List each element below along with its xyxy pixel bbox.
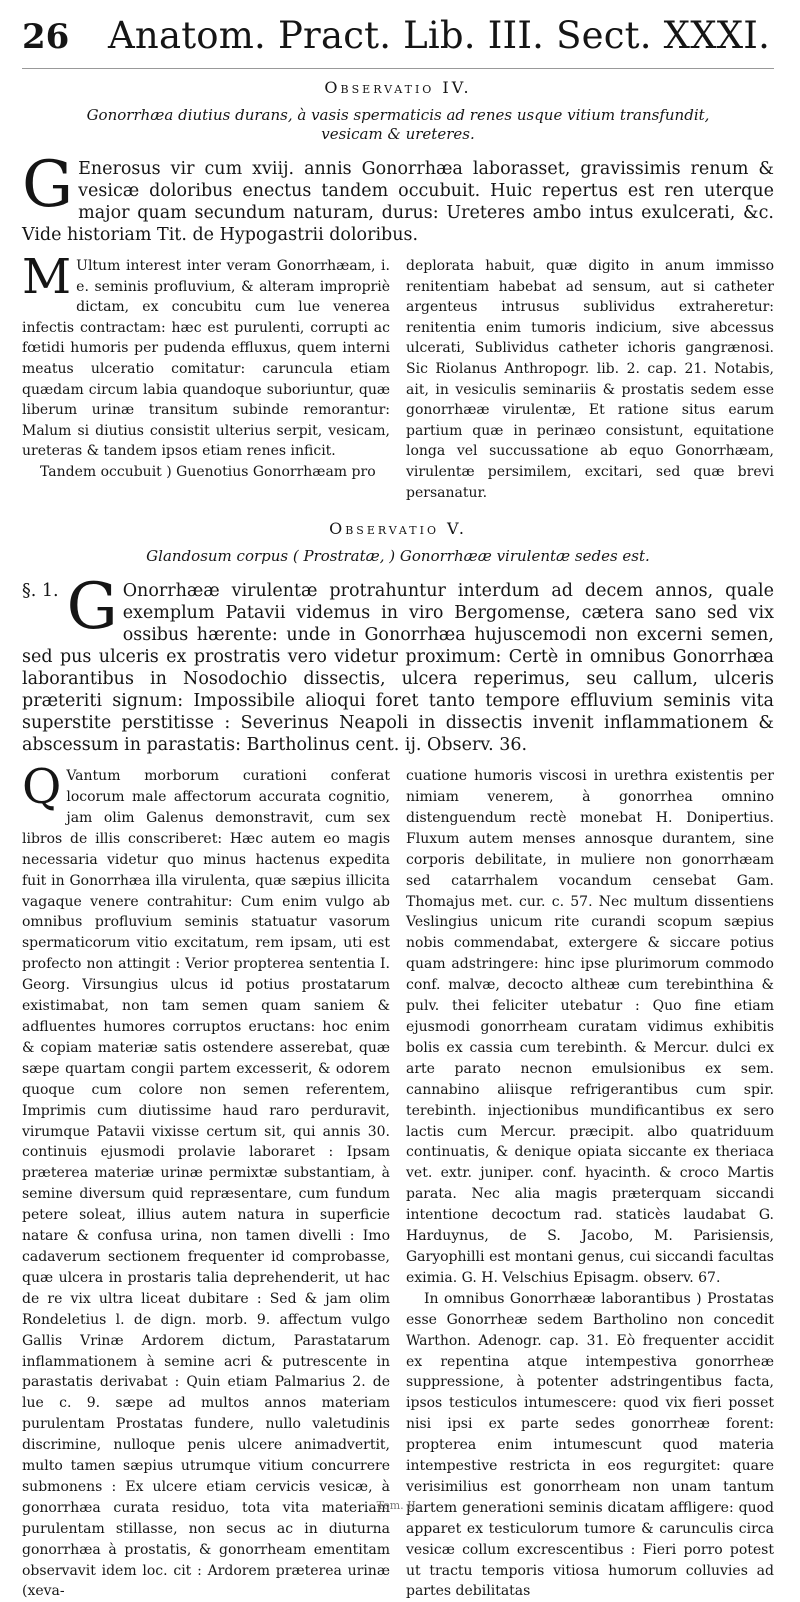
- dropcap: G: [66, 570, 118, 645]
- paragraph-text: Ultum interest inter veram Gonorrhæam, i. e. seminis profluvium, & alteram impropriè dictam, ex concubitu cum lue venerea infectis contractam: hæc est purulenti, corrupti ac fœtidi humoris per pudenda effluxus, quem interni meatus ulceratio comitatur: caruncula etiam quædam circum labia quandoque suboriuntur, quæ liberum urinæ transitum subinde remorantur: Malum si diutius consistit ulterius serpit, vesicam, ureteras & tandem ipsos etiam renes inficit.: [22, 258, 390, 460]
- paragraph: In omnibus Gonorrhææ laborantibus ) Prostatas esse Gonorrheæ sedem Bartholino non concedit Warthon. Adenogr. cap. 31. Eò frequenter accidit ex repentina atque intempestiva gonorrheæ suppressione, à potenter adstringentibus facta, ipsos testiculos intumescere: quod vix fieri posset nisi ipsi ex parte sedes gonorrheæ forent: propterea enim intumescunt quod materia intempestive restricta in eos regurgitet: quare verisimilius est gonorrheam non unam tantum partem generationi seminis dicatam affligere: quod apparet ex testiculorum tumore & carunculis circa vesicæ collum excrescentibus : Fieri porro potest ut tractu temporis vitiosa humorum colluvies ad partes debilitatas: [406, 1290, 774, 1600]
- observation-4-subtitle: Gonorrhæa diutius durans, à vasis spermaticis ad renes usque vitium transfundit, vesicam & ureteres.: [86, 106, 710, 143]
- lead-text: Enerosus vir cum xviij. annis Gonorrhæa laborasset, gravissimis renum & vesicæ doloribus enectus tandem occubuit. Huic repertus est ren uterque major quam secundum naturam, durus: Ureteres ambo intus exulcerati, &c. Vide historiam Tit. de Hypogastrii doloribus.: [22, 159, 774, 245]
- running-head: Anatom. Pract. Lib. III. Sect. XXXI.: [108, 14, 771, 57]
- paragraph: [22, 759, 390, 1602]
- paragraph-text: Vantum morborum curationi conferat locorum male affectorum accurata cognitio, jam olim Galenus demonstravit, cum sex libros de illis conscriberet: Hæc autem eo magis necessaria videtur quo minus hactenus expedita fuit in Gonorrhæa illa virulenta, quæ sæpius illicita vagaque venere contrahitur: Cum enim vulgo ab omnibus profluvium seminis statuatur vasorum spermaticorum vitio excitatum, rem ipsam, uti est profecto non attingit : Verior propterea sententia I. Georg. Virsungius ulcus id potius prostatarum existimabat, non tam semen quam saniem & adfluentes humores corruptos eructans: hoc enim & copiam materiæ satis ostendere asserebat, quæ sæpe quartam congii partem excesserit, & odorem quoque cum colore non semen referentem, Imprimis cum diutissime haud raro perduravit, virumque Patavii vixisse certum sit, qui annis 30. continuis ejusmodi prolavie laboraret : Ipsam præterea materiæ urinæ permixtæ substantiam, à semine diversum quid repræsentare, cum fundum petere soleat, illius autem natura in superficie natare & confusa urina, non tamen divelli : Imo cadaverum sectionem frequenter id comprobasse, quæ ulcera in prostaris talia deprehenderit, ut hac de re vix ultra liceat dubitare : Sed & jam olim Rondeletius l. de dign. morb. 9. affectum vulgo Gallis Vrinæ Ardorem dictum, Parastatarum inflammationem à semine acri & putrescente in parastatis derivabat : Quin etiam Palmarius 2. de lue c. 9. sæpe ad multos annos materiam purulentam Prostatas fundere, nullo valetudinis discrimine, nulloque penis ulcere animadvertit, multo tamen sæpius utrumque vitium concurrere submonens : Ex ulcere etiam cervicis vesicæ, à gonorrhæa curata residuo, tota vita materiam purulentam stillasse, non secus ac in diuturna gonorrhæa à prostatis, & gonorrheam ementitam observavit idem loc. cit : Ardorem præterea urinæ (xeva-: [22, 768, 390, 1600]
- right-column: [406, 766, 774, 1602]
- dropcap: Q: [22, 759, 62, 816]
- paragraph: cuatione humoris viscosi in urethra existentis per nimiam venerem, à gonorrhea omnino distenguendum rectè monebat H. Donipertius. Fluxum autem menses annosque durantem, sine corporis debilitate, in muliere non gonorrhæam sed catarrhalem vocandum censebat Gam. Thomajus met. cur. c. 57. Nec multum dissentiens Veslingius unicum rite curandi scopum sæpius nobis commendabat, extergere & siccare potius quam adstringere: hinc ipse plurimorum commodo conf. malvæ, decocto altheæ cum terebinthina & pulv. thei feliciter utebatur : Quo fine etiam ejusmodi gonorrheam curatam vidimus exhibitis bolis ex cassia cum terebinth. & Mercur. dulci ex arte parato necnon emulsionibus ex sem. cannabino aliisque refrigerantibus cum spir. terebinth. injectionibus mundificantibus ex sero lactis cum Mercur. præcipit. albo quatriduum continuatis, & denique opiata siccante ex theriaca vet. extr. juniper. conf. hyacinth. & croco Martis parata. Nec alia magis præterquam siccandi intentione decoctum rad. staticès laudabat G. Harduynus, de S. Jacobo, M. Parisiensis, Garyophilli est montani genus, cui siccandi facultas eximia. G. H. Velschius Episagm. observ. 67.: [406, 768, 774, 1286]
- observation-5-title: Observatio V.: [329, 519, 467, 539]
- observation-4-title: Observatio IV.: [324, 78, 472, 97]
- observation-5-lead: [22, 570, 774, 756]
- lead-text: Onorrhææ virulentæ protrahuntur interdum ad decem annos, quale exemplum Patavii videmus in viro Bergomense, cætera sano sed vix ossibus hærente: unde in Gonorrhæa hujuscemodi non excerni semen, sed pus ulceris ex prostratis vero videtur proximum: Certè in omnibus Gonorrhæa laborantibus in Nosodochio dissectis, ulcera reperimus, seu callum, ulceris præteriti signum: Impossibile alioqui foret tanto tempore effluvium seminis vita superstite perstitisse : Severinus Neapoli in dissectis invenit inflammationem & abscessum in parastatis: Bartholinus cent. ij. Observ. 36.: [22, 581, 774, 756]
- left-column: [22, 249, 390, 503]
- book-page: [22, 14, 774, 1600]
- dropcap: G: [22, 148, 74, 222]
- paragraph: [22, 249, 390, 462]
- observation-5-subtitle: Glandosum corpus ( Prostratæ, ) Gonorrhææ virulentæ sedes est.: [146, 547, 650, 566]
- paragraph: Tandem occubuit ) Guenotius Gonorrhæam pro: [40, 463, 376, 480]
- page-number: 26: [22, 17, 70, 57]
- page-footer: [22, 1499, 774, 1512]
- observation-5-columns: [22, 759, 774, 1602]
- observation-4-columns: [22, 249, 774, 503]
- dropcap: M: [22, 249, 72, 305]
- observation-4-lead: [22, 148, 774, 246]
- right-column: [406, 256, 774, 503]
- observation-5: [22, 519, 774, 1602]
- page-header: [22, 14, 774, 69]
- footer-signature: Tom. II.: [376, 1499, 420, 1512]
- section-mark: §. 1.: [22, 581, 59, 602]
- paragraph: deplorata habuit, quæ digito in anum immisso renitentiam habebat ad sensum, aut si catheter argenteus intrusus sublividus extraheretur: renitentia enim tumoris indicium, sive abcessus ulcerati, Sublividus catheter ichoris gangrænosi. Sic Riolanus Anthropogr. lib. 2. cap. 21. Notabis, ait, in vesiculis seminariis & prostatis sedem esse gonorrhææ virulentæ, Et ratione situs earum partium quæ in perinæo consistunt, equitatione longa vel succussatione ab equo Gonorrhæam, virulentæ persimilem, excitari, sed quæ brevi persanatur.: [406, 258, 774, 501]
- left-column: [22, 759, 390, 1602]
